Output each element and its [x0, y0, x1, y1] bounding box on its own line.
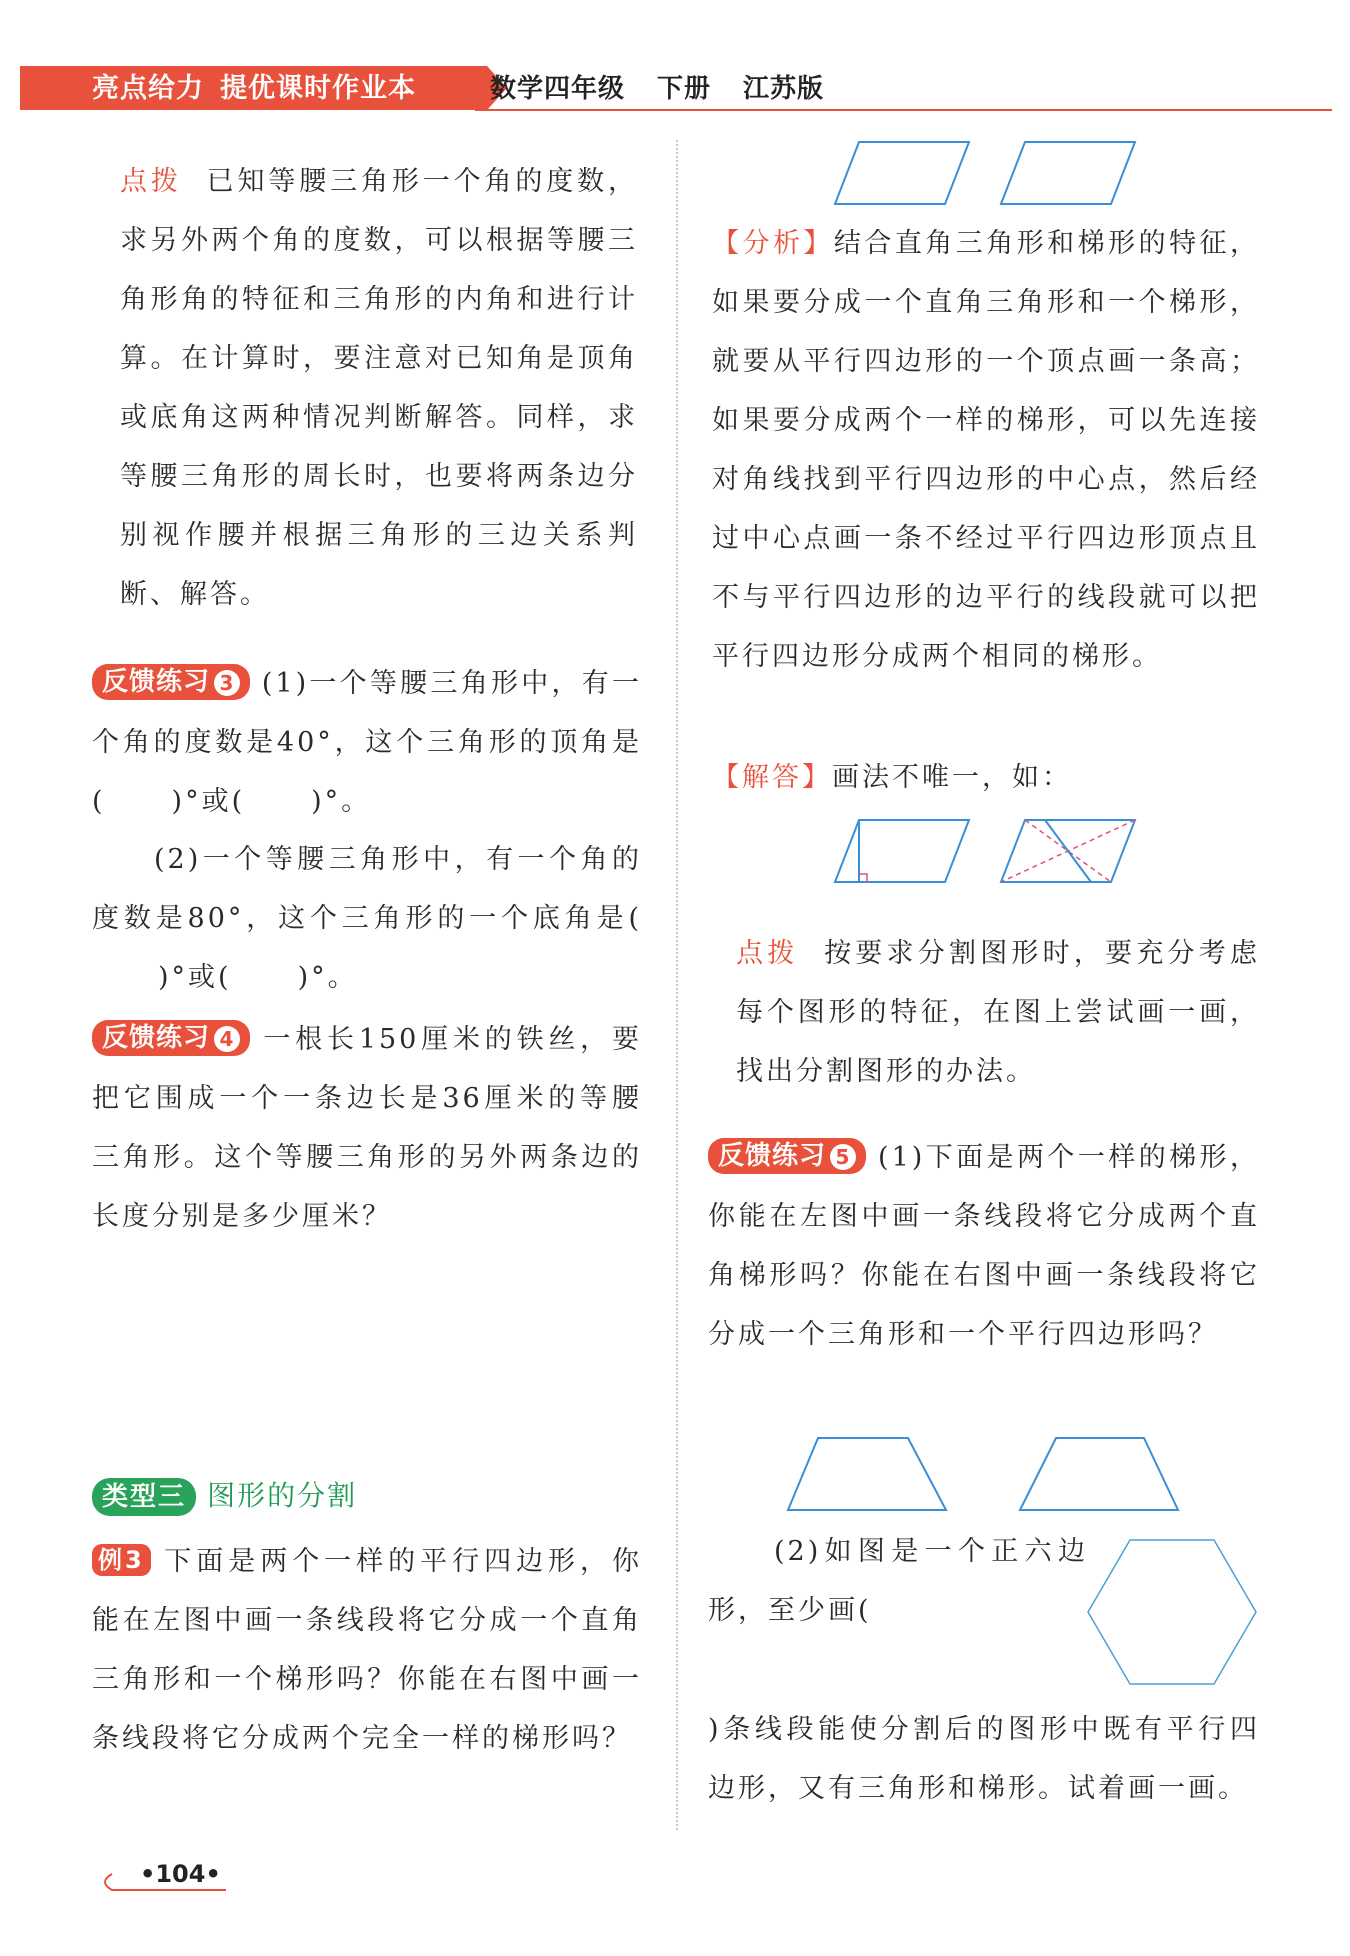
header-book-info: [490, 72, 856, 106]
type-3-title: 图形的分割: [207, 1479, 358, 1512]
answer-paragraph: [712, 748, 1260, 807]
exercise-5-part-1: [708, 1128, 1260, 1364]
tip-text: 按要求分割图形时，要充分考虑每个图形的特征，在图上尝试画一画，找出分割图形的办法。: [736, 938, 1261, 1087]
answer-label: 【解答】: [712, 762, 832, 793]
type-3-badge: 类型三: [92, 1478, 196, 1516]
type-3-heading: [92, 1474, 357, 1516]
exercise-3-badge: [92, 664, 250, 700]
exercise-number: 4: [214, 1026, 240, 1052]
series-title: 亮点给力: [92, 73, 204, 104]
exercise-3-part-1: [92, 654, 642, 831]
header-series-title: [92, 72, 416, 106]
example-3: [92, 1532, 642, 1768]
analysis-text: 结合直角三角形和梯形的特征，如果要分成一个直角三角形和一个梯形，就要从平行四边形的一个顶点画一条高；如果要分成两个一样的梯形，可以先连接对角线找到平行四边形的中心点，然后经过中心点画一条不经过平行四边形顶点且不与平行四边形的边平行的线段就可以把平行四边形分成两个相同的梯形。: [712, 228, 1261, 672]
exercise-label: 反馈练习: [102, 667, 211, 697]
exercise-3-q2-b: )°或(: [158, 962, 232, 993]
subject-grade: 数学四年级: [490, 74, 626, 104]
exercise-label: 反馈练习: [102, 1023, 211, 1053]
exercise-3-q1-a: (1)一个等腰三角形中，有一个角的度数是40°，这个三角形的顶角是(: [92, 668, 642, 817]
exercise-3-q2-c: )°。: [297, 962, 358, 993]
hexagon-figure: [1088, 1538, 1268, 1698]
exercise-5-badge: [708, 1138, 866, 1174]
exercise-3-q1-b: )°或(: [171, 786, 246, 817]
tip-text: 已知等腰三角形一个角的度数，求另外两个角的度数，可以根据等腰三角形角的特征和三角形的内角和进行计算。在计算时，要注意对已知角是顶角或底角这两种情况判断解答。同样，求等腰三角形的周长时，也要将两条边分别视作腰并根据三角形的三边关系判断、解答。: [120, 166, 639, 610]
parallelogram-right: [1001, 142, 1135, 204]
dividing-segment: [1045, 820, 1091, 882]
analysis-label: 【分析】: [712, 228, 834, 259]
tip-paragraph-1: [120, 152, 638, 624]
tip-label: 点拨: [736, 938, 799, 969]
parallelogram-with-height: [835, 820, 969, 882]
book-title: 提优课时作业本: [220, 73, 416, 104]
exercise-label: 反馈练习: [718, 1141, 827, 1171]
page-number: •104•: [140, 1860, 221, 1888]
exercise-4-text: 一根长150厘米的铁丝，要把它围成一个一条边长是36厘米的等腰三角形。这个等腰三角形的另外两条边的长度分别是多少厘米？: [92, 1024, 642, 1232]
trapezoid-figures: [788, 1436, 1108, 1516]
exercise-4: [92, 1010, 642, 1246]
analysis-paragraph: [712, 214, 1260, 686]
exercise-number: 3: [214, 670, 240, 696]
exercise-5-part-2-bottom: [708, 1700, 1260, 1818]
regular-hexagon: [1088, 1540, 1256, 1684]
edition: 江苏版: [743, 74, 825, 104]
exercise-5-q2-b: )条线段能使分割后的图形中既有平行四边形，又有三角形和梯形。试着画一画。: [708, 1714, 1260, 1804]
answer-text: 画法不唯一，如：: [832, 762, 1072, 793]
exercise-3-part-2: [92, 830, 642, 1007]
exercise-5-q1: (1)下面是两个一样的梯形，你能在左图中画一条线段将它分成两个直角梯形吗？你能在右图中画一条线段将它分成一个三角形和一个平行四边形吗？: [708, 1142, 1260, 1350]
exercise-3-q1-c: )°。: [311, 786, 372, 817]
header-underline: [475, 109, 1332, 111]
header-bar: [20, 66, 1332, 110]
trapezoid-left: [788, 1438, 946, 1510]
exercise-3-q2-a: (2)一个等腰三角形中，有一个角的度数是80°，这个三角形的一个底角是(: [92, 844, 642, 934]
tip-paragraph-2: [736, 924, 1260, 1101]
volume: 下册: [657, 74, 712, 104]
trapezoid-right: [1020, 1438, 1178, 1510]
right-angle-mark: [859, 874, 867, 882]
exercise-5-q2-a: (2)如图是一个正六边形，至少画(: [708, 1536, 1088, 1626]
tip-label: 点拨: [120, 166, 182, 197]
parallelogram-figures: [835, 140, 1085, 210]
exercise-4-badge: [92, 1020, 250, 1056]
exercise-number: 5: [830, 1144, 856, 1170]
exercise-5-part-2-top: [708, 1522, 1088, 1640]
column-divider: [676, 140, 678, 1830]
answer-figures: [835, 818, 1155, 888]
example-3-badge: 例3: [92, 1544, 151, 1576]
example-3-text: 下面是两个一样的平行四边形，你能在左图中画一条线段将它分成一个直角三角形和一个梯形吗？你能在右图中画一条线段将它分成两个完全一样的梯形吗？: [92, 1546, 643, 1754]
parallelogram-left: [835, 142, 969, 204]
